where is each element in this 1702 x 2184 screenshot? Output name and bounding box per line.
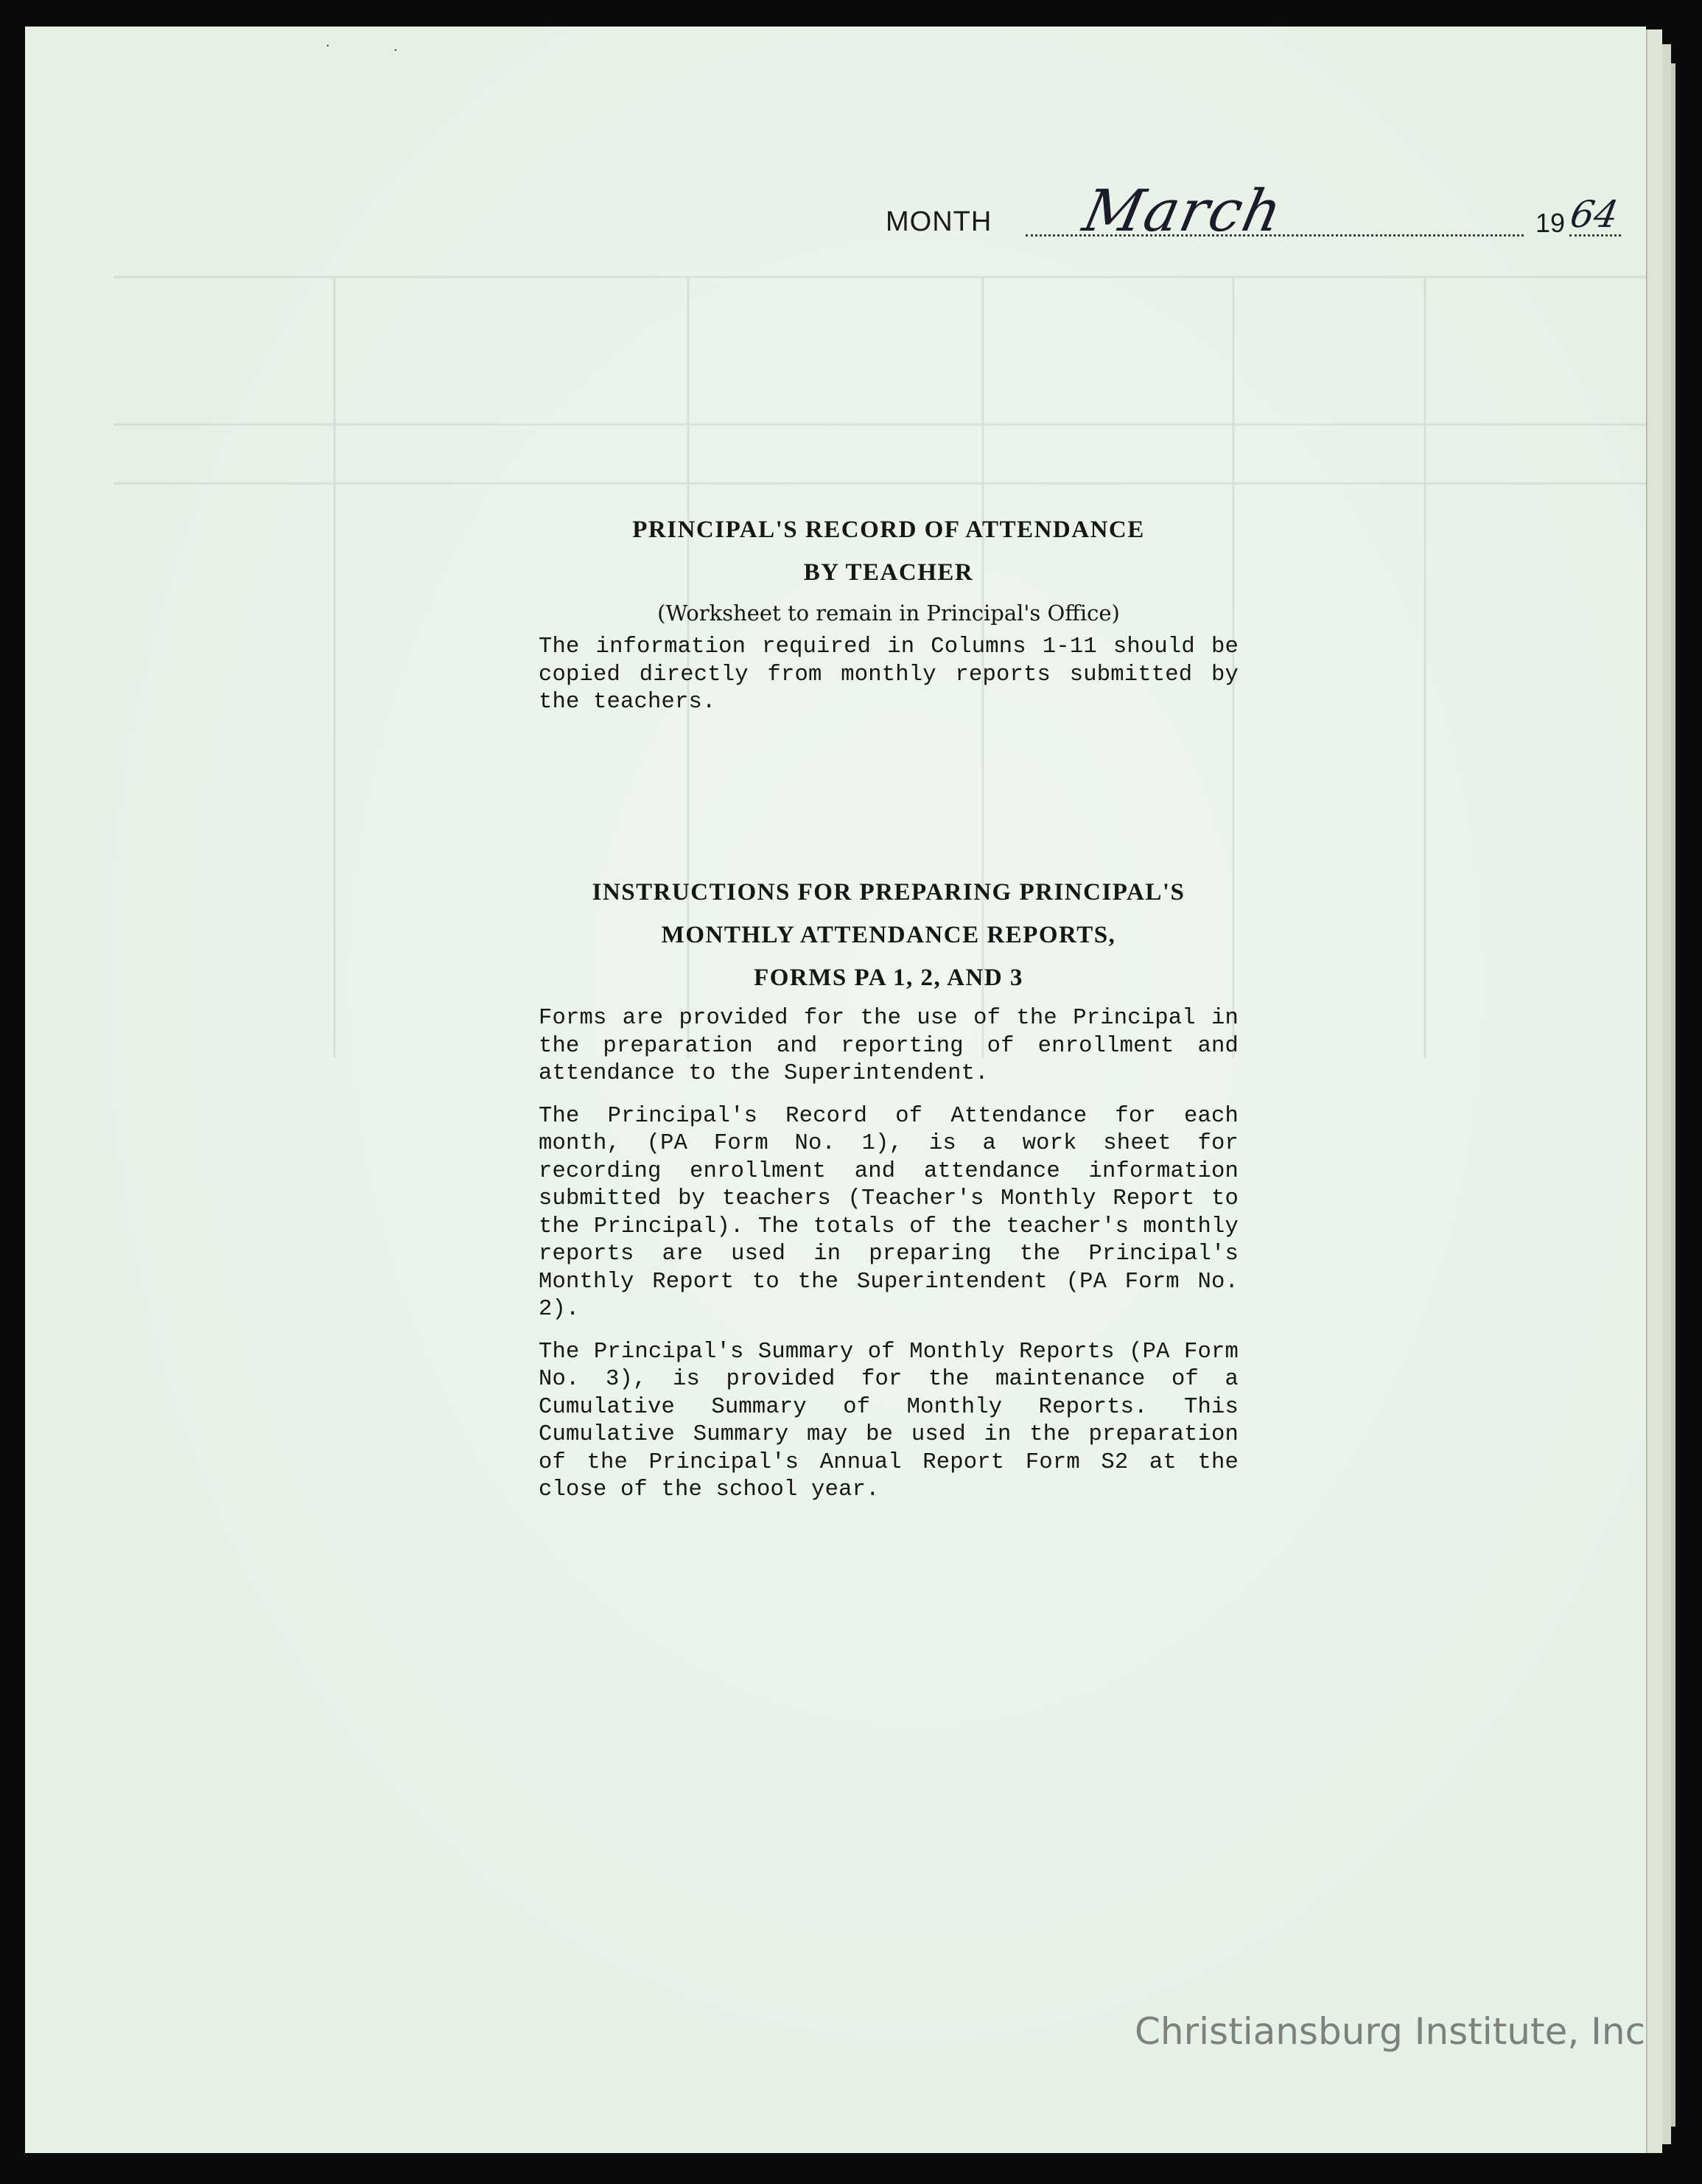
record-subtitle: (Worksheet to remain in Principal's Office) [657,601,1120,626]
instructions-paragraph: The Principal's Record of Attendance for each month, (PA Form No. 1), is a work sheet for recording enrollment and attendance information submitted by teachers (Teacher's Monthly Report to the Principal). The totals of the teacher's monthly reports are used in preparing the Principal's Monthly Report to the Superintendent (PA Form No. 2). [539,1103,1239,1322]
instructions-section [539,871,1239,1505]
paper-speck: · [393,43,398,58]
year-handwritten-value: 64 [1566,193,1622,236]
month-handwritten-value: March [1077,178,1289,245]
record-section [539,508,1239,717]
archive-watermark: Christiansburg Institute, Inc [1135,2010,1646,2053]
year-prefix: 19 [1535,208,1566,238]
paper-speck: · [326,38,330,54]
record-title-line1: PRINCIPAL'S RECORD OF ATTENDANCE [632,517,1145,543]
month-label: MONTH [886,206,992,237]
instructions-title-line3: FORMS PA 1, 2, AND 3 [754,965,1023,991]
instructions-paragraph: Forms are provided for the use of the Principal in the preparation and reporting of enrollment and attendance to the Superintendent. [539,1006,1239,1086]
record-title-line2: BY TEACHER [803,559,974,586]
month-year-field [886,178,1652,249]
record-body: The information required in Columns 1-11 should be copied directly from monthly reports submitted by the teachers. [539,634,1239,715]
instructions-title-line1: INSTRUCTIONS FOR PREPARING PRINCIPAL'S [592,879,1186,906]
document-page [25,27,1646,2153]
instructions-title-line2: MONTHLY ATTENDANCE REPORTS, [661,922,1116,948]
instructions-paragraph: The Principal's Summary of Monthly Reports (PA Form No. 3), is provided for the maintenance of a Cumulative Summary of Monthly Reports. This Cumulative Summary may be used in the preparation of the Principal's Annual Report Form S2 at the close of the school year. [539,1339,1239,1502]
